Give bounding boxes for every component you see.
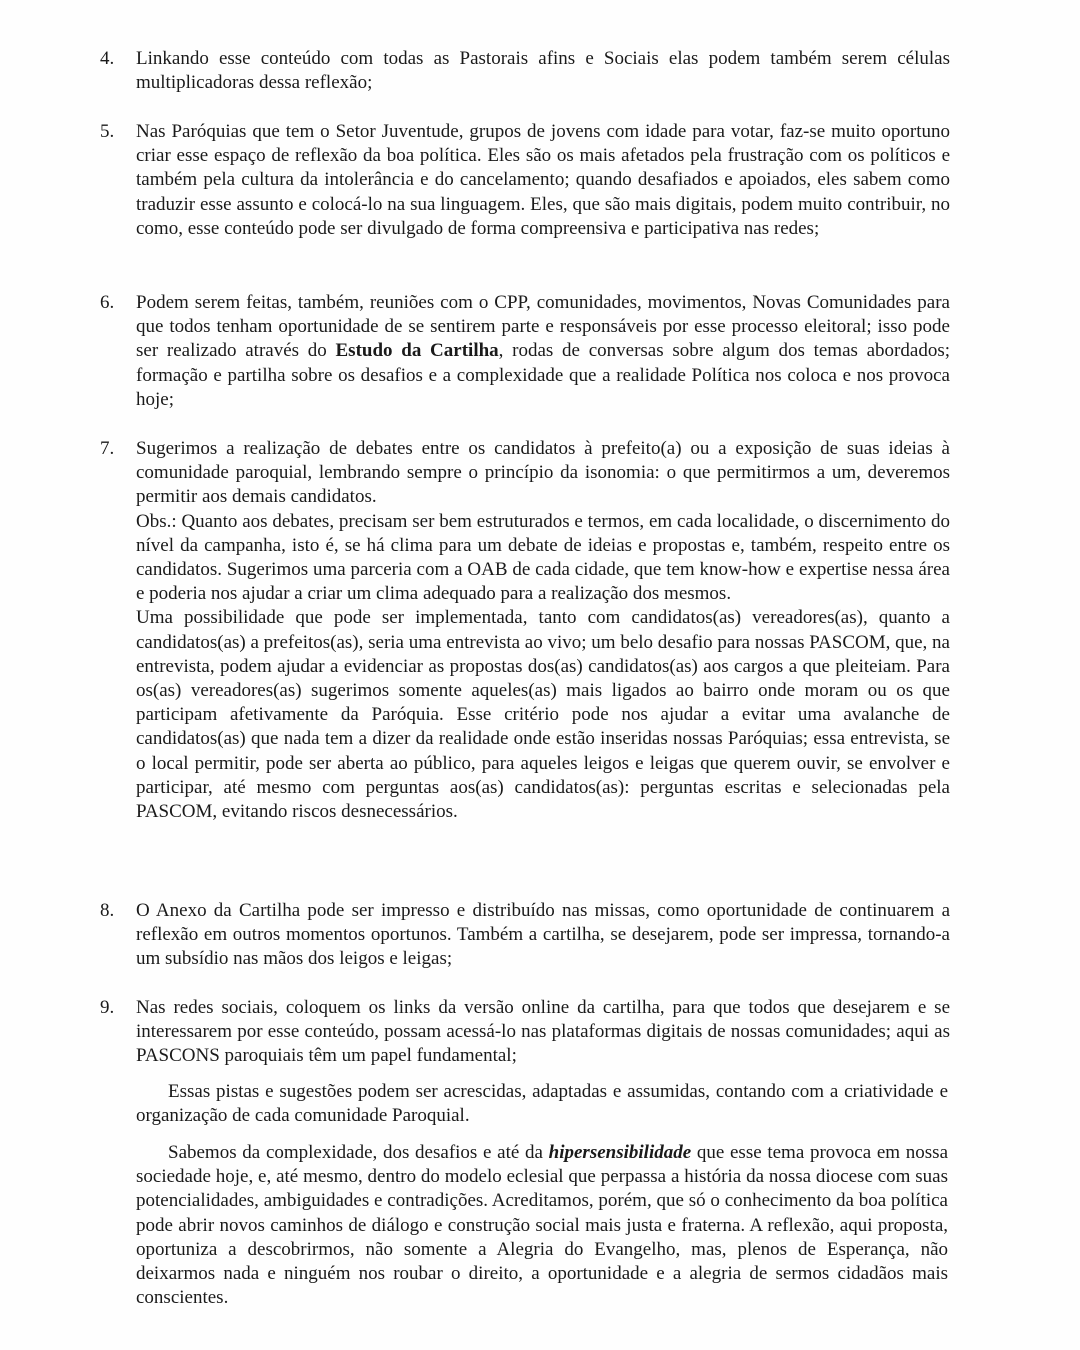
cartilha-emphasis: Estudo da Cartilha [335,340,499,362]
hipersensibilidade-emphasis: hipersensibilidade [548,1142,692,1163]
closing-text: Essas pistas e sugestões podem ser acrescidas, adaptadas e assumidas, contando com a criatividade e organização de cada comunidade Paroquial. [136,1081,948,1127]
closing-text [136,1141,948,1310]
interview-suggestion: Uma possibilidade que pode ser implementada, tanto com candidatos(as) vereadores(as), quanto a candidatos(as) a prefeitos(as), seria uma entrevista ao vivo; um belo desafio para nossas PASCOM, que, na entrevista, podem ajudar a evidenciar as propostas dos(as) candidatos(as) aos cargos a que pleiteiam. Para os(as) vereadores(as) sugerimos somente aqueles(as) mais ligados ao bairro onde moram ou os que participam afetivamente da Paróquia. Esse critério pode nos ajudar a evitar uma avalanche de candidatos(as) que nada tem a dizer da realidade onde estão inseridas nossas Paróquias; essa entrevista, se o local permitir, pode ser aberta ao público, para aqueles leigos e leigas que querem ouvir, se envolver e participar, até mesmo com perguntas aos(as) candidatos(as): perguntas escritas e selecionadas pela PASCOM, evitando riscos desnecessários. [136,607,950,823]
list-number: 9. [100,997,115,1018]
list-item-text-end: , rodas de conversas sobre algum dos temas abordados; formação e partilha sobre os desafios e a complexidade que a realidade Política nos coloca e nos provoca hoje; [136,340,950,410]
closing-text-end: que esse tema provoca em nossa sociedade hoje, e, até mesmo, dentro do modelo eclesial que perpassa a história da nossa diocese com suas potencialidades, ambiguidades e contradições. Acreditamos, porém, que só o conhecimento da boa política pode abrir novos caminhos de diálogo e construção social mais justa e fraterna. A reflexão, aqui proposta, oportuniza a descobrirmos, não somente a Alegria do Evangelho, mas, plenos de Esperança, não deixarmos nada e ninguém nos roubar o direito, a oportunidade e a alegria de sermos cidadãos mais conscientes. [136,1142,948,1309]
closing-paragraph-1 [136,1080,948,1128]
list-item-7 [100,437,950,824]
list-number: 5. [100,121,115,142]
list-number: 7. [100,438,115,459]
list-item-6 [100,291,950,412]
list-item-text: Linkando esse conteúdo com todas as Pastorais afins e Sociais elas podem também serem células multiplicadoras dessa reflexão; [136,48,950,94]
list-number: 8. [100,900,115,921]
list-number: 4. [100,48,115,69]
list-item-text: Nas redes sociais, coloquem os links da versão online da cartilha, para que todos que desejarem e se interessarem por esse conteúdo, possam acessá-lo nas plataformas digitais de nossas comunidades; aqui as PASCONS paroquiais têm um papel fundamental; [136,997,950,1067]
list-item-5 [100,120,950,241]
closing-text-start: Sabemos da complexidade, dos desafios e até da [168,1142,549,1163]
closing-paragraph-2 [136,1141,948,1310]
list-item-text-start: Podem serem feitas, também, reuniões com o CPP, comunidades, movimentos, Novas Comunidades para que todos tenham oportunidade de se sentirem parte e responsáveis por esse processo eleitoral; isso pode ser realizado através do [136,292,950,362]
list-item-4 [100,47,950,95]
list-item-text: Sugerimos a realização de debates entre os candidatos à prefeito(a) ou a exposição de suas ideias à comunidade paroquial, lembrando sempre o princípio da isonomia: o que permitirmos a um, deveremos permitir aos demais candidatos. [136,438,950,508]
list-item-text: Nas Paróquias que tem o Setor Juventude, grupos de jovens com idade para votar, faz-se muito oportuno criar esse espaço de reflexão da boa política. Eles são os mais afetados pela frustração com os políticos e também pela cultura da intolerância e do cancelamento; quando desafiados e apoiados, eles sabem como traduzir esse assunto e colocá-lo na sua linguagem. Eles, que são mais digitais, podem muito contribuir, no como, esse conteúdo pode ser divulgado de forma compreensiva e participativa nas redes; [136,121,950,239]
observation-note: Obs.: Quanto aos debates, precisam ser bem estruturados e termos, em cada localidade, o discernimento do nível da campanha, isto é, se há clima para um debate de ideias e propostas e, também, respeito entre os candidatos. Sugerimos uma parceria com a OAB de cada cidade, que tem know-how e expertise nessa área e poderia nos ajudar a criar um clima adequado para a realização dos mesmos. [136,510,950,605]
list-number: 6. [100,292,115,313]
list-item-text: O Anexo da Cartilha pode ser impresso e distribuído nas missas, como oportunidade de continuarem a reflexão em outros momentos oportunos. Também a cartilha, se desejarem, pode ser impressa, tornando-a um subsídio nas mãos dos leigos e leigas; [136,900,950,970]
list-item-8 [100,899,950,972]
list-item-9 [100,996,950,1069]
list-item-text [136,291,950,412]
